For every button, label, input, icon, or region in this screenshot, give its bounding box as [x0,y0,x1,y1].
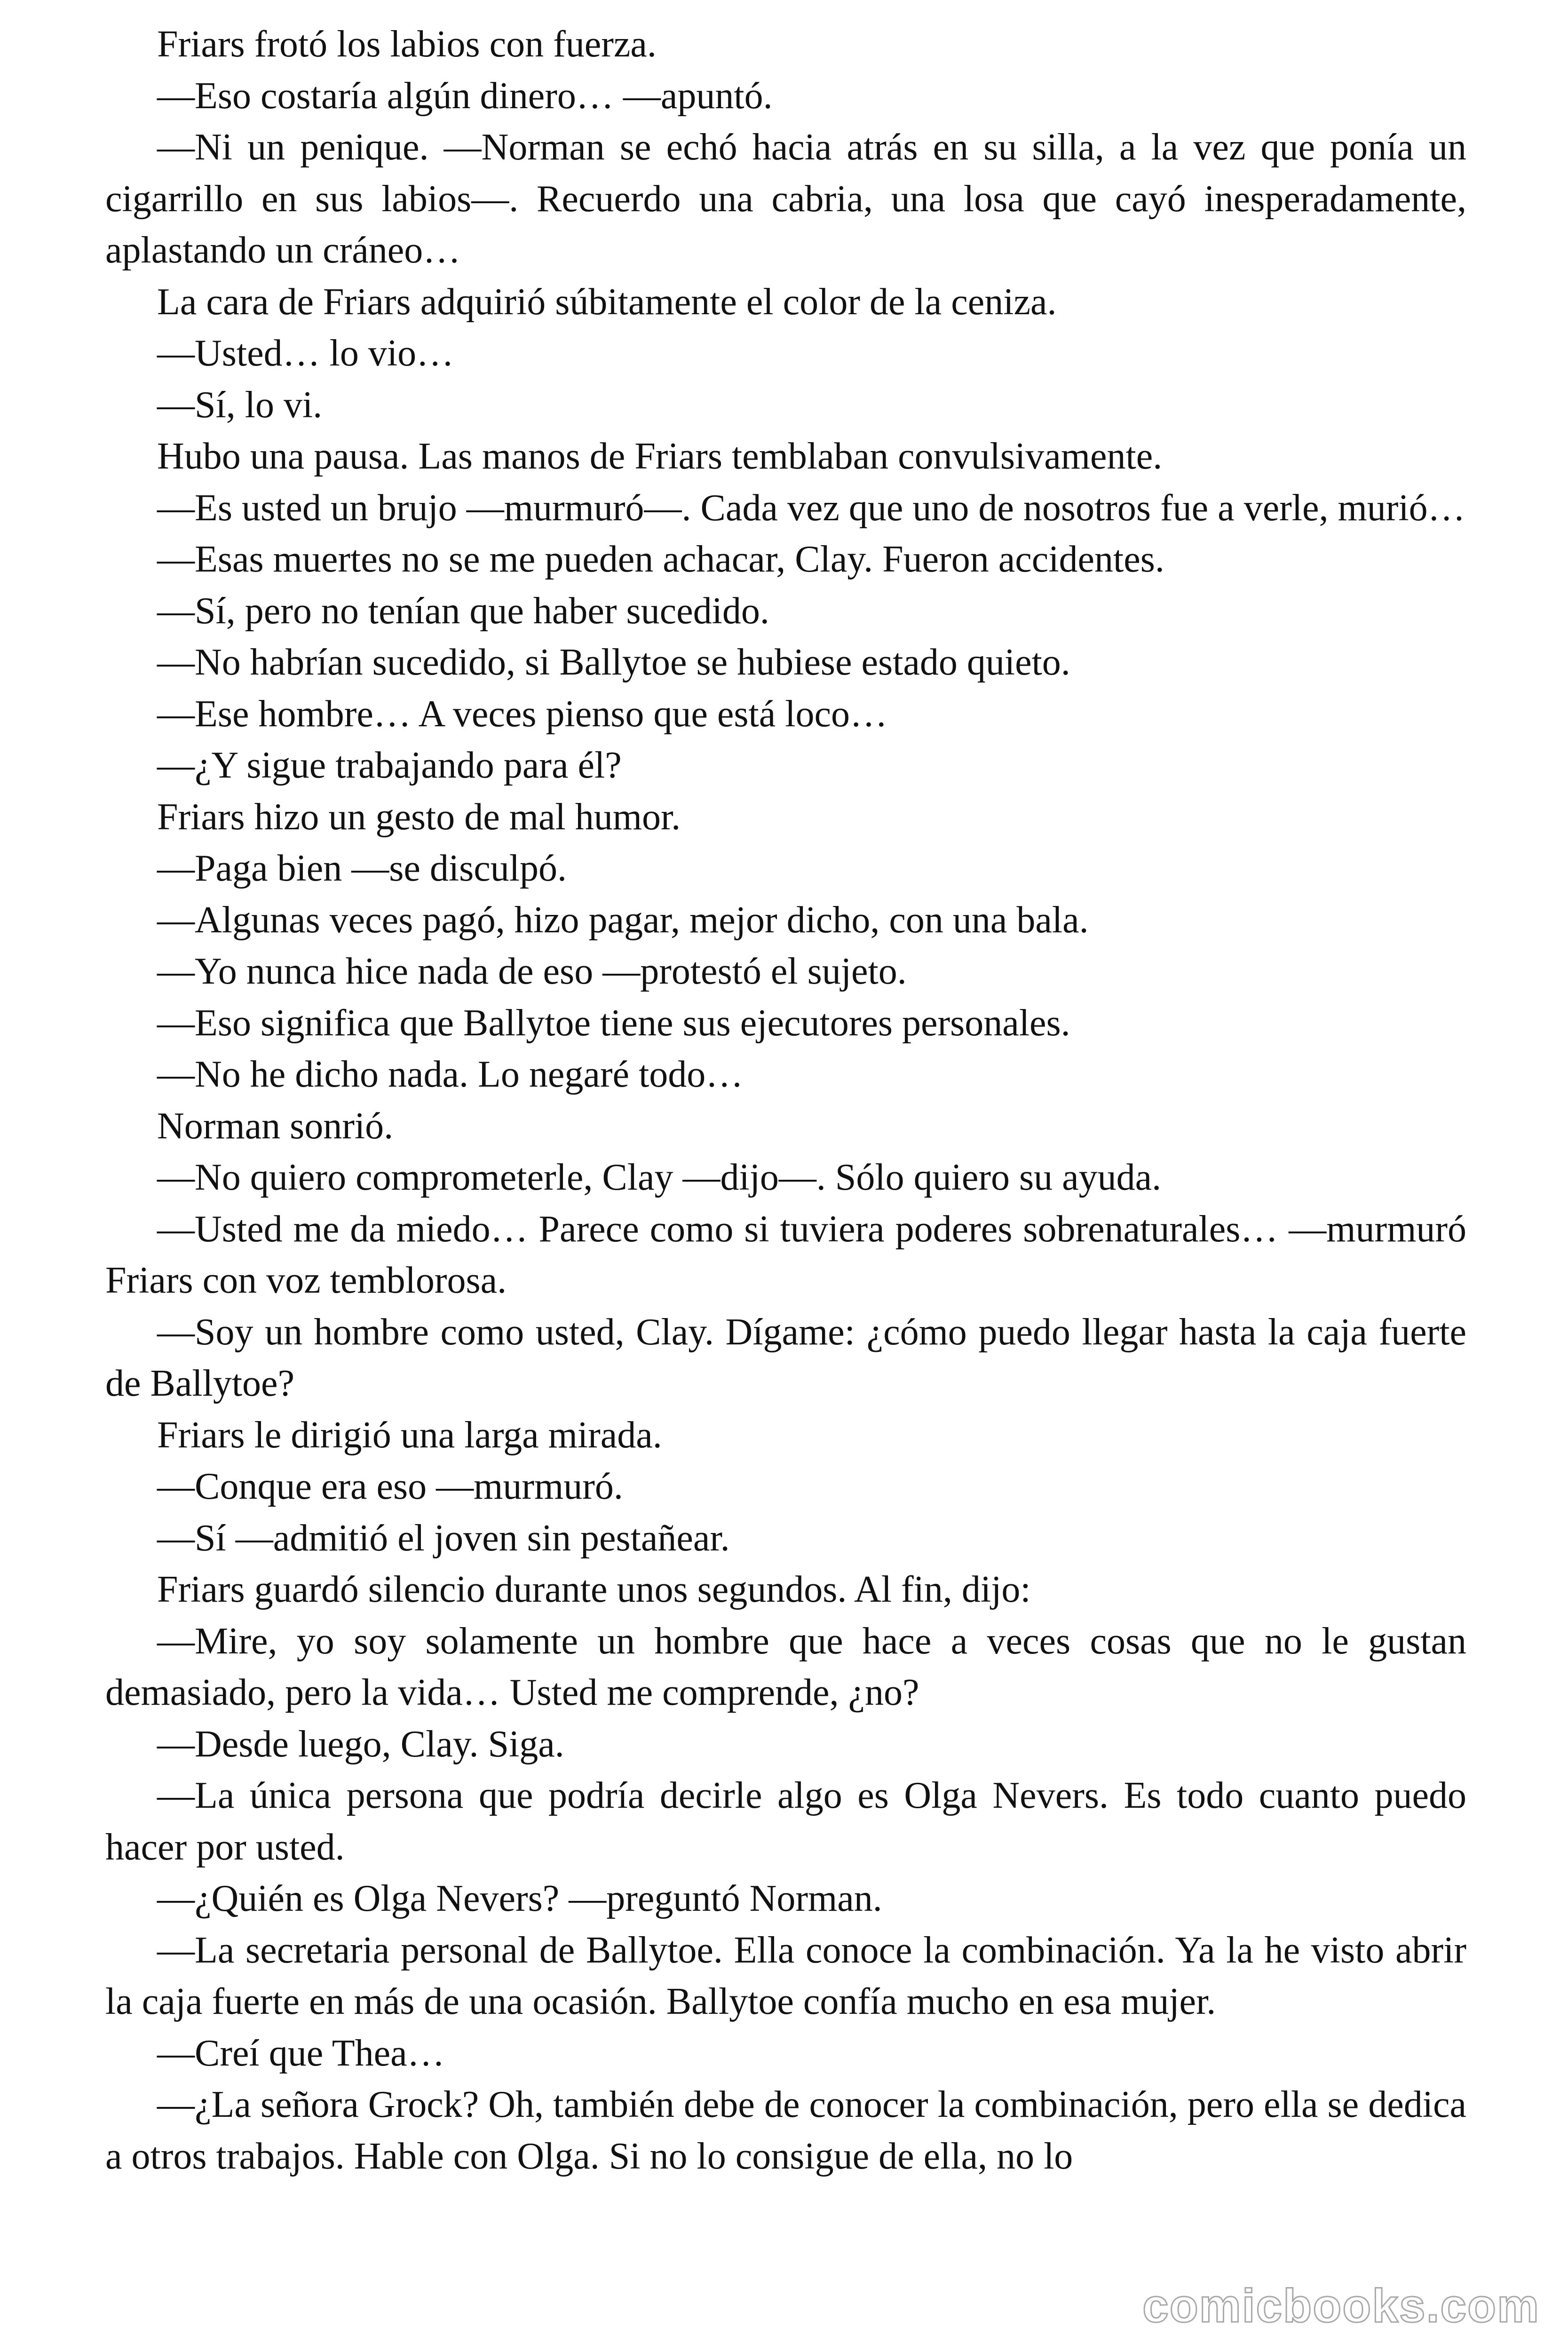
paragraph: —No quiero comprometerle, Clay —dijo—. Sólo quiero su ayuda. [157,1157,1162,1198]
watermark: comicbooks.com [1142,2280,1540,2332]
paragraph: —Es usted un brujo —murmuró—. Cada vez que uno de nosotros fue a verle, murió… [157,487,1465,529]
paragraph: —Eso significa que Ballytoe tiene sus ejecutores personales. [157,1002,1070,1044]
paragraph: —Conque era eso —murmuró. [157,1466,623,1507]
paragraph: —La secretaria personal de Ballytoe. Ella conoce la combinación. Ya la he visto abrir la caja fuerte en más de una ocasión. Ballytoe confía mucho en esa mujer. [105,1929,1466,2022]
paragraph: —Mire, yo soy solamente un hombre que hace a veces cosas que no le gustan demasiado, pero la vida… Usted me comprende, ¿no? [105,1620,1466,1713]
paragraph: —¿Quién es Olga Nevers? —preguntó Norman. [157,1878,882,1919]
paragraph: —Ni un penique. —Norman se echó hacia atrás en su silla, a la vez que ponía un cigarrillo en sus labios—. Recuerdo una cabria, una losa que cayó inesperadamente, aplastando un cráneo… [105,127,1466,271]
paragraph: —Sí, lo vi. [157,384,323,426]
paragraph: —Algunas veces pagó, hizo pagar, mejor dicho, con una bala. [157,899,1089,941]
paragraph: —Esas muertes no se me pueden achacar, Clay. Fueron accidentes. [157,539,1164,580]
paragraph: —Yo nunca hice nada de eso —protestó el sujeto. [157,951,907,992]
body-text [105,19,1466,2182]
paragraph: —Usted me da miedo… Parece como si tuviera poderes sobrenaturales… —murmuró Friars con voz temblorosa. [105,1208,1466,1301]
paragraph: —Soy un hombre como usted, Clay. Dígame: ¿cómo puedo llegar hasta la caja fuerte de Ballytoe? [105,1311,1466,1404]
paragraph: —No he dicho nada. Lo negaré todo… [157,1054,744,1095]
paragraph: La cara de Friars adquirió súbitamente el color de la ceniza. [157,281,1057,323]
paragraph: —La única persona que podría decirle algo es Olga Nevers. Es todo cuanto puedo hacer por usted. [105,1775,1466,1868]
paragraph: —¿Y sigue trabajando para él? [157,745,622,786]
paragraph: —Sí —admitió el joven sin pestañear. [157,1517,730,1559]
paragraph: Friars frotó los labios con fuerza. [157,24,657,65]
paragraph: —Sí, pero no tenían que haber sucedido. [157,590,769,632]
paragraph: Friars guardó silencio durante unos segundos. Al fin, dijo: [157,1569,1031,1610]
paragraph: —No habrían sucedido, si Ballytoe se hubiese estado quieto. [157,642,1070,683]
paragraph: —Ese hombre… A veces pienso que está loco… [157,693,887,735]
paragraph: Hubo una pausa. Las manos de Friars temblaban convulsivamente. [157,436,1163,477]
paragraph: Norman sonrió. [157,1105,394,1147]
paragraph: —Paga bien —se disculpó. [157,848,567,889]
paragraph: Friars hizo un gesto de mal humor. [157,796,681,838]
paragraph: —Creí que Thea… [157,2032,445,2074]
paragraph: —¿La señora Grock? Oh, también debe de conocer la combinación, pero ella se dedica a otros trabajos. Hable con Olga. Si no lo consigue de ella, no lo [105,2084,1466,2177]
paragraph: —Eso costaría algún dinero… —apuntó. [157,75,773,117]
paragraph: —Desde luego, Clay. Siga. [157,1723,564,1765]
paragraph: Friars le dirigió una larga mirada. [157,1414,662,1456]
paragraph: —Usted… lo vio… [157,333,454,374]
